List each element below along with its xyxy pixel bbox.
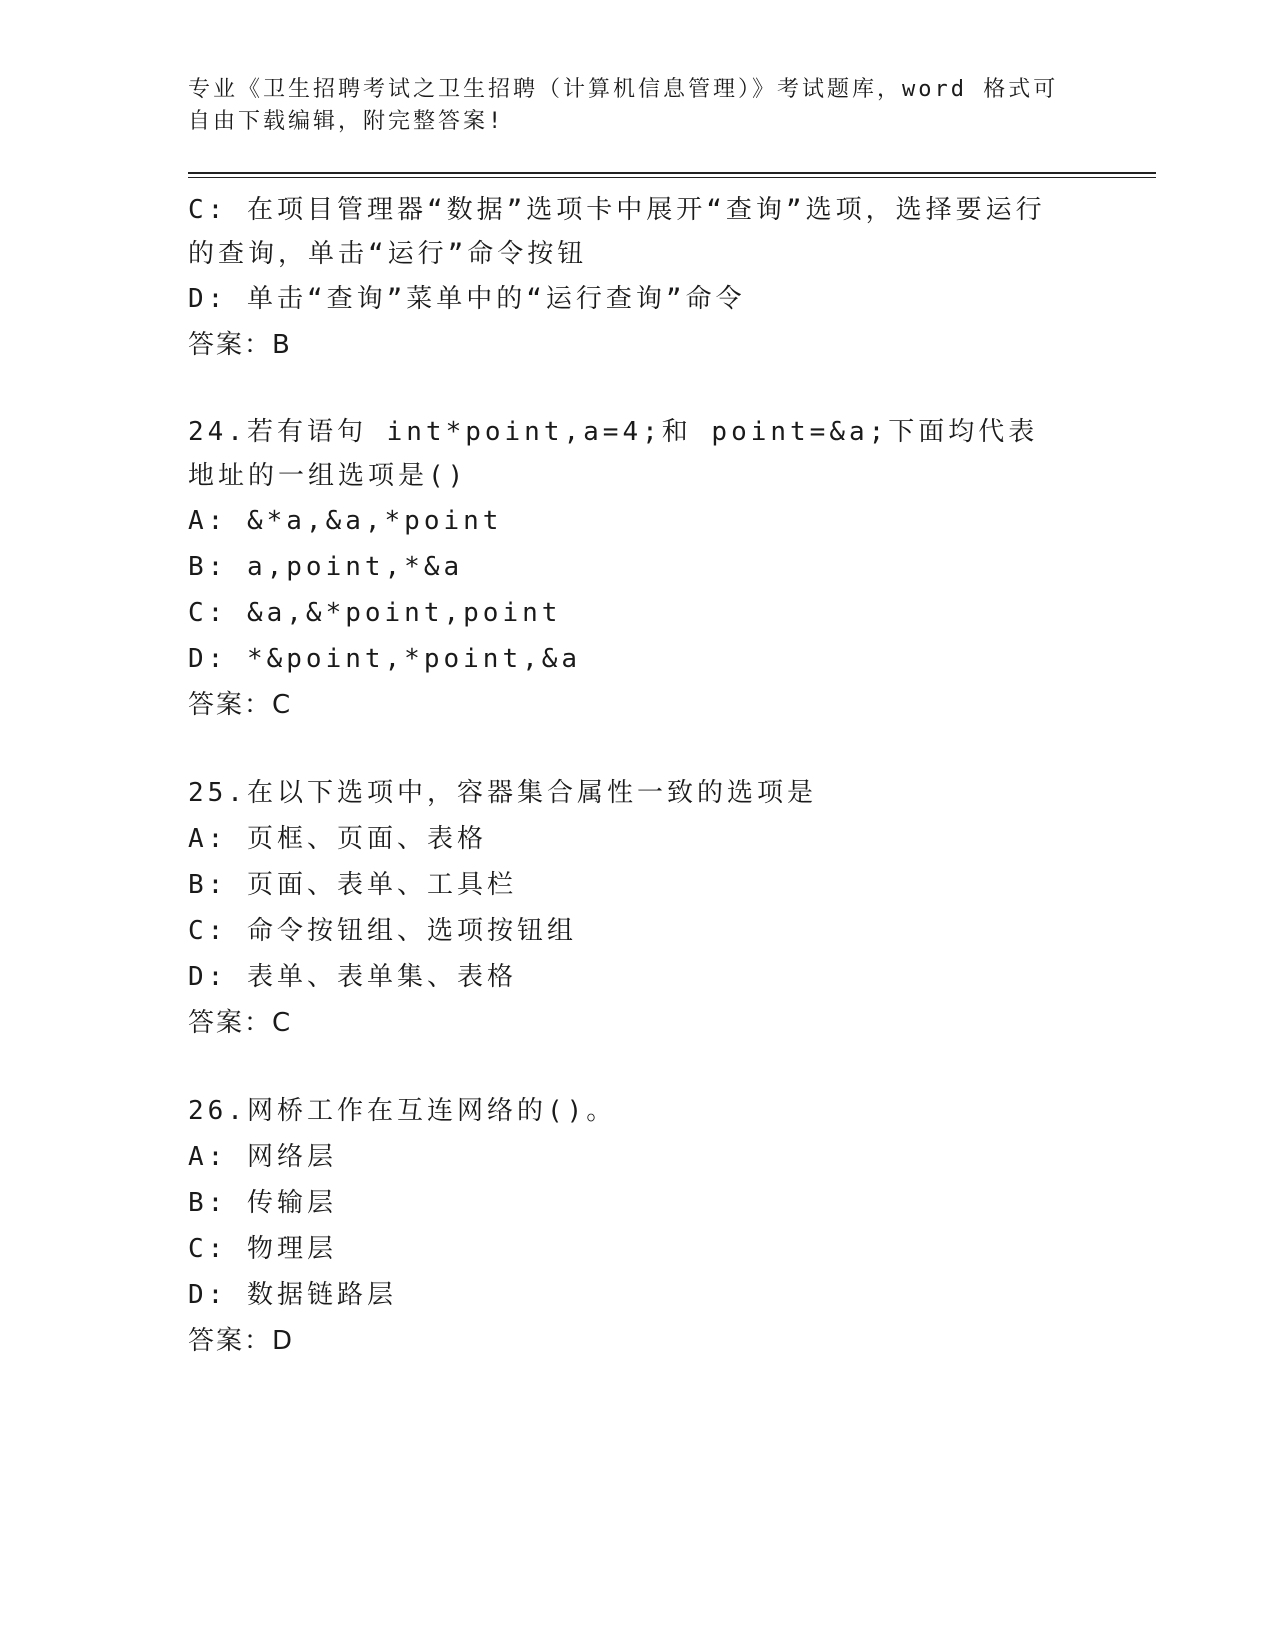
option-b: B: 页面、表单、工具栏 [188,870,517,900]
question-list [188,188,1148,1364]
answer-line: 答案：D [188,1326,295,1356]
header-divider [188,172,1156,178]
option-a: A: 网络层 [188,1142,337,1172]
question-block-24 [188,410,1148,728]
option-c: C: 物理层 [188,1234,337,1264]
answer-line: 答案：B [188,330,292,360]
spacer [188,368,1148,410]
option-a: A: &*a,&a,*point [188,506,503,536]
option-c: C: 在项目管理器“数据”选项卡中展开“查询”选项，选择要运行的查询，单击“运行”命令按钮 [188,195,1046,269]
spacer [188,728,1148,770]
question-block-26 [188,1088,1148,1364]
question-text: 25.在以下选项中，容器集合属性一致的选项是 [188,778,817,808]
question-text: 26.网桥工作在互连网络的()。 [188,1096,617,1126]
option-d: D: 单击“查询”菜单中的“运行查询”命令 [188,284,746,314]
spacer [188,1046,1148,1088]
option-a: A: 页框、页面、表格 [188,824,487,854]
question-text: 24.若有语句 int*point,a=4;和 point=&a;下面均代表地址的一组选项是() [188,417,1039,491]
document-page [188,0,1148,1364]
option-d: D: 数据链路层 [188,1280,397,1310]
option-b: B: 传输层 [188,1188,337,1218]
option-b: B: a,point,*&a [188,552,464,582]
answer-line: 答案：C [188,1008,293,1038]
question-block-23 [188,188,1148,368]
option-c: C: 命令按钮组、选项按钮组 [188,916,577,946]
question-block-25 [188,770,1148,1046]
option-d: D: *&point,*point,&a [188,644,582,674]
option-d: D: 表单、表单集、表格 [188,962,517,992]
document-header: 专业《卫生招聘考试之卫生招聘（计算机信息管理）》考试题库，word 格式可自由下载编辑，附完整答案! [188,77,1059,134]
option-c: C: &a,&*point,point [188,598,562,628]
answer-line: 答案：C [188,690,293,720]
